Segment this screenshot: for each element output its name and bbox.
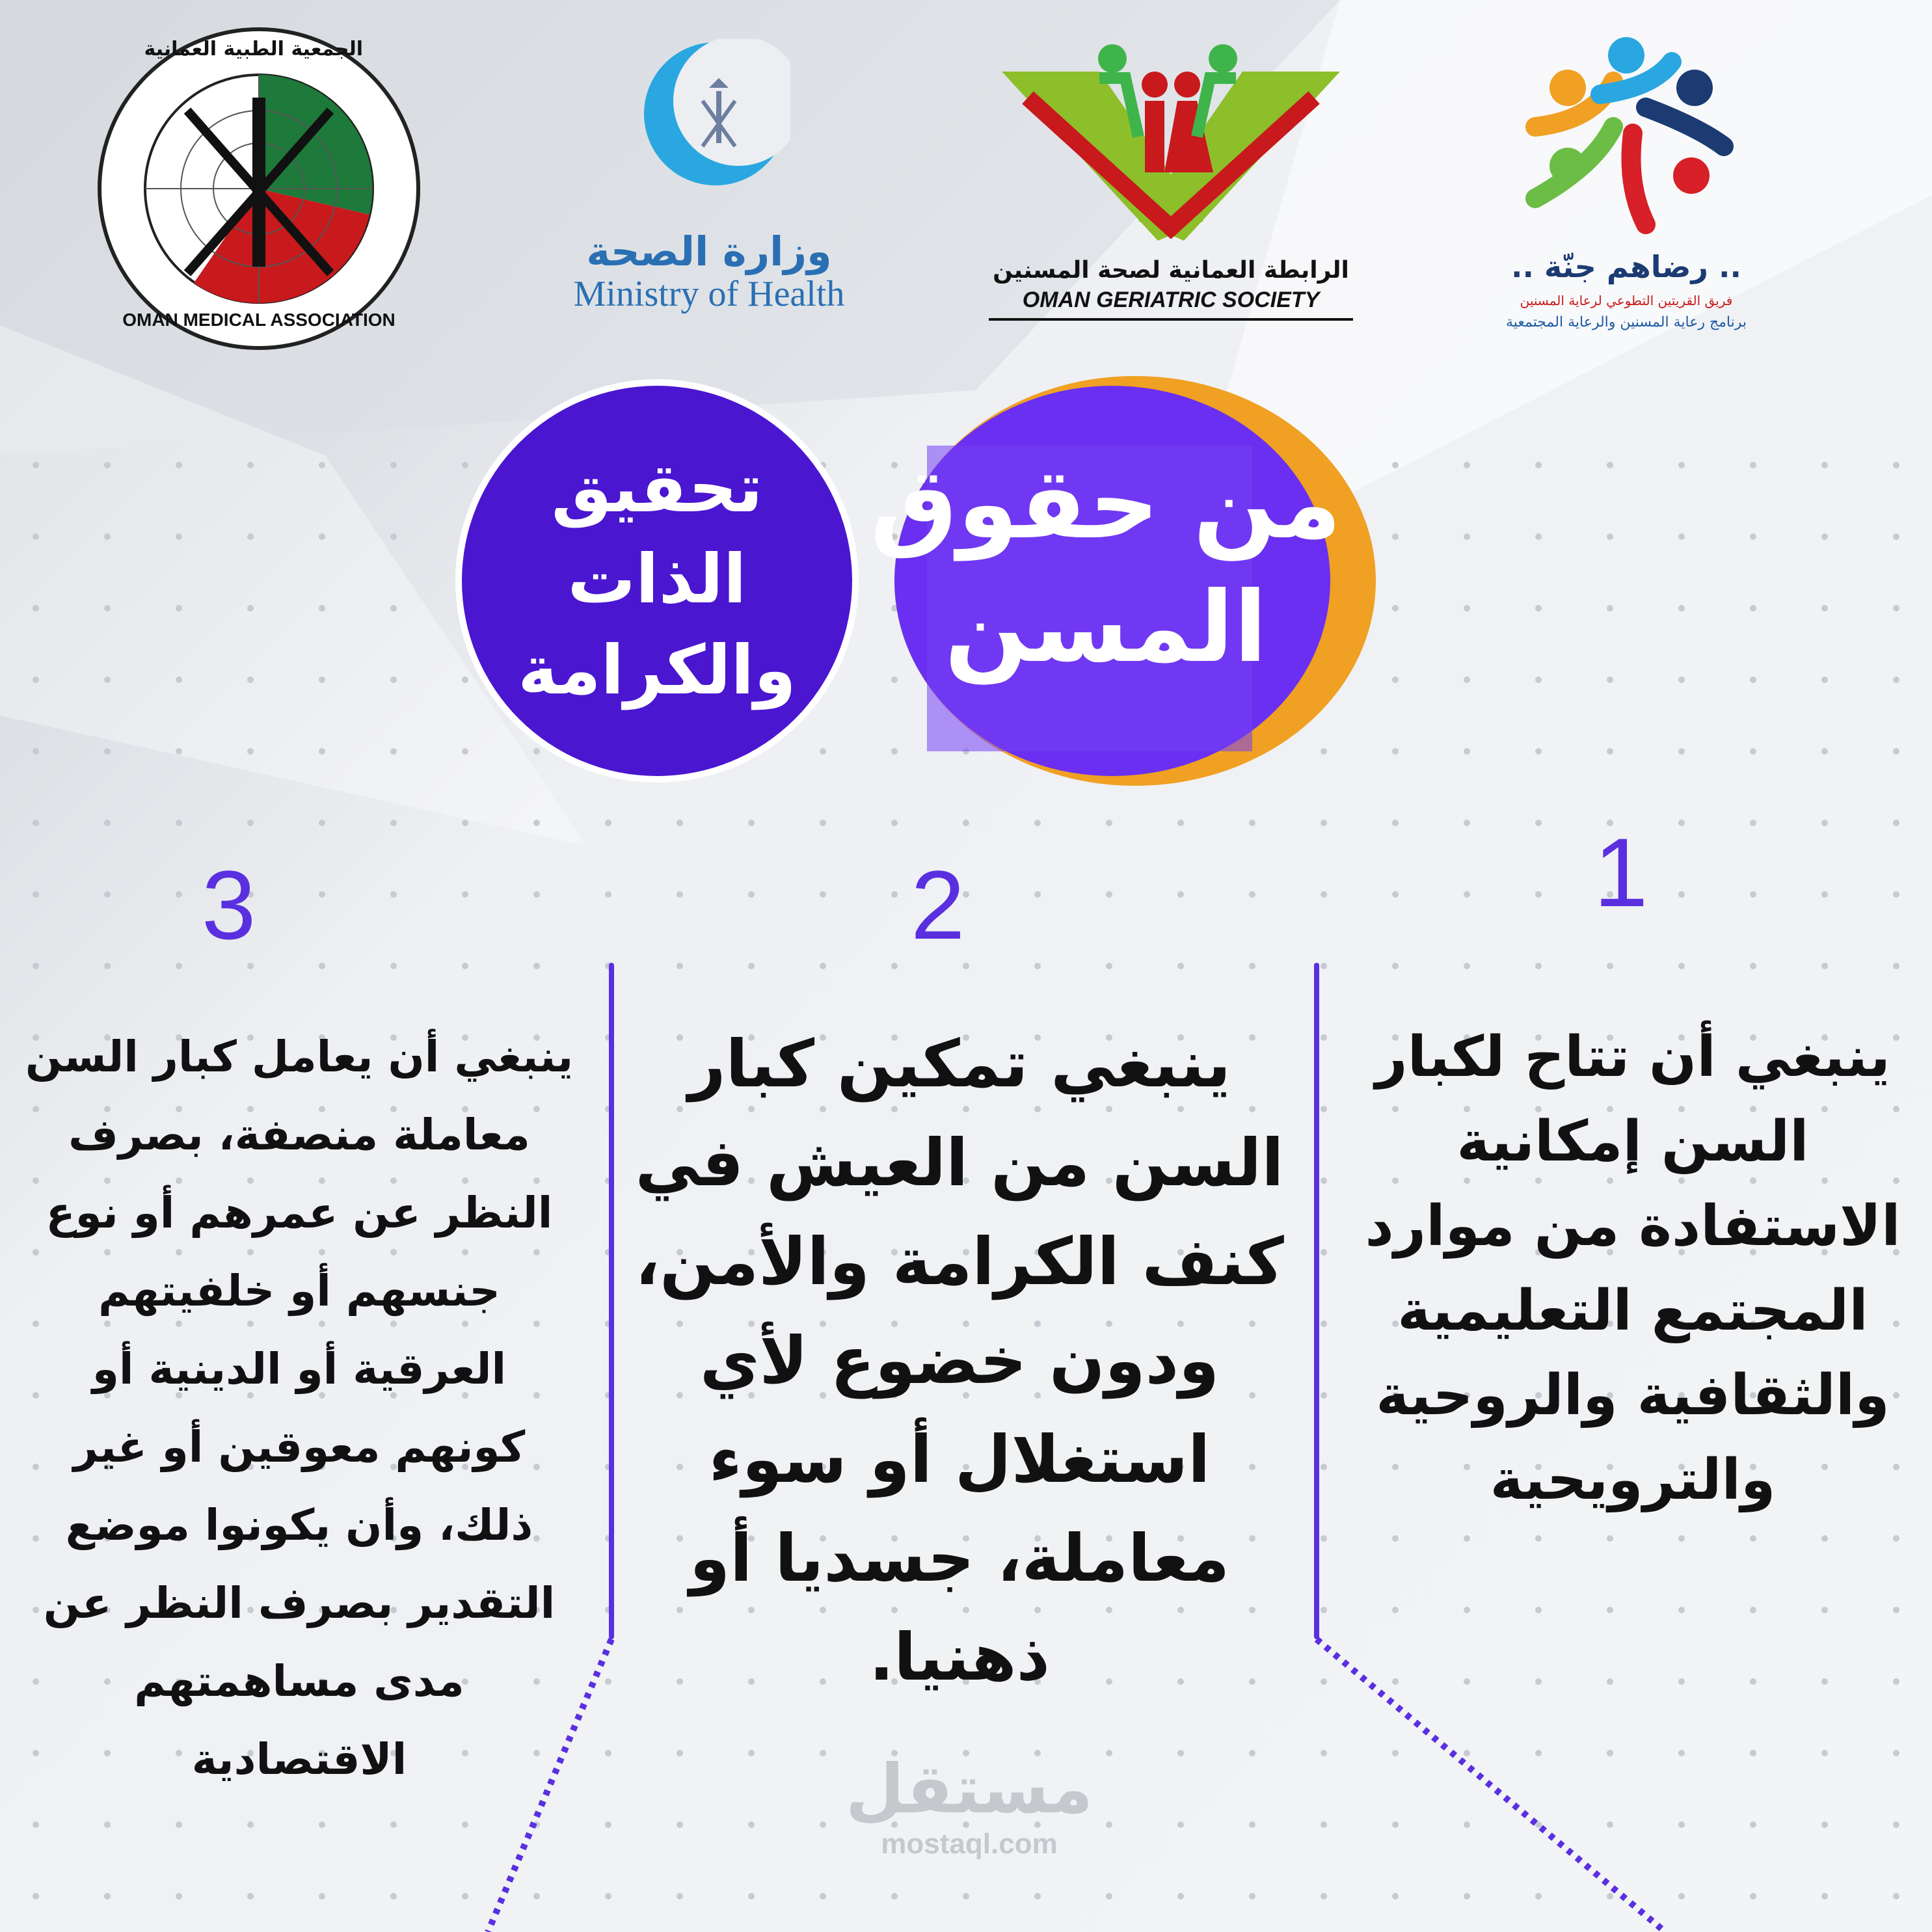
- column-1-line: ينبغي أن تتاح لكبار: [1375, 1025, 1890, 1090]
- subtitle-line-3: والكرامة: [518, 630, 796, 710]
- column-3-line: جنسهم أو خلفيتهم: [98, 1266, 500, 1316]
- watermark-latin: mostaql.com: [881, 1828, 1058, 1860]
- column-3-line: العرقية أو الدينية أو: [92, 1344, 507, 1394]
- column-3-line: التقدير بصرف النظر عن: [43, 1578, 556, 1628]
- column-2-line: السن من العيش في: [635, 1125, 1284, 1201]
- oma-english-name: OMAN MEDICAL ASSOCIATION: [122, 310, 396, 330]
- divider-right: [1314, 963, 1319, 1639]
- subtitle: [475, 442, 839, 716]
- mostaql-watermark: [839, 1750, 1099, 1860]
- divider-left: [609, 963, 614, 1639]
- column-3-line: كونهم معوقين أو غير: [73, 1422, 526, 1472]
- title-line-1: من حقوق: [870, 448, 1342, 561]
- rj-title: .. رضاهم جنّة ..: [1511, 249, 1741, 284]
- subtitle-line-2: الذات: [567, 539, 747, 619]
- column-1-line: الاستفادة من موارد: [1365, 1194, 1901, 1259]
- column-2-line: كنف الكرامة والأمن،: [635, 1224, 1284, 1300]
- oma-arabic-name: الجمعية الطبية العمانية: [144, 38, 363, 60]
- column-2-line: ذهنيا.: [869, 1619, 1050, 1695]
- rj-line2: برنامج رعاية المسنين والرعاية المجتمعية: [1505, 314, 1747, 330]
- title-line-2: المسن: [945, 571, 1267, 684]
- column-2-line: ينبغي تمكين كبار: [688, 1026, 1231, 1102]
- column-3-line: ينبغي أن يعامل كبار السن: [25, 1032, 574, 1082]
- column-2-number: 2: [911, 850, 965, 959]
- column-1-line: المجتمع التعليمية: [1397, 1278, 1868, 1343]
- column-1-number: 1: [1594, 818, 1648, 927]
- column-3-number: 3: [202, 850, 256, 959]
- column-3-line: معاملة منصفة، بصرف: [68, 1110, 530, 1160]
- column-2-line: معاملة، جسديا أو: [689, 1520, 1230, 1596]
- column-1-line: والترويحية: [1490, 1447, 1776, 1512]
- subtitle-line-1: تحقيق: [551, 448, 763, 528]
- column-3-line: مدى مساهمتهم: [134, 1656, 464, 1706]
- column-2-line: استغلال أو سوء: [708, 1421, 1211, 1497]
- ogs-english-name: OMAN GERIATRIC SOCIETY: [989, 288, 1353, 321]
- column-3-text: [7, 1018, 592, 1799]
- watermark-arabic: مستقل: [845, 1749, 1093, 1829]
- moh-english-name: Ministry of Health: [573, 274, 845, 314]
- column-1-line: السن إمكانية: [1456, 1109, 1809, 1174]
- column-3-line: ذلك، وأن يكونوا موضع: [65, 1500, 533, 1550]
- main-title: [846, 442, 1366, 690]
- column-2-text: [624, 1015, 1295, 1707]
- rj-line1: فريق القريتين التطوعي لرعاية المسنين: [1520, 293, 1733, 308]
- header-graphic: [0, 0, 1932, 846]
- column-3-line: الاقتصادية: [191, 1734, 407, 1784]
- column-3-line: النظر عن عمرهم أو نوع: [46, 1188, 553, 1238]
- ogs-arabic-name: الرابطة العمانية لصحة المسنين: [993, 257, 1349, 284]
- column-2-line: ودون خضوع لأي: [699, 1322, 1220, 1399]
- column-1-line: والثقافية والروحية: [1376, 1363, 1890, 1428]
- moh-arabic-name: وزارة الصحة: [586, 228, 832, 275]
- column-1-text: [1340, 1015, 1925, 1522]
